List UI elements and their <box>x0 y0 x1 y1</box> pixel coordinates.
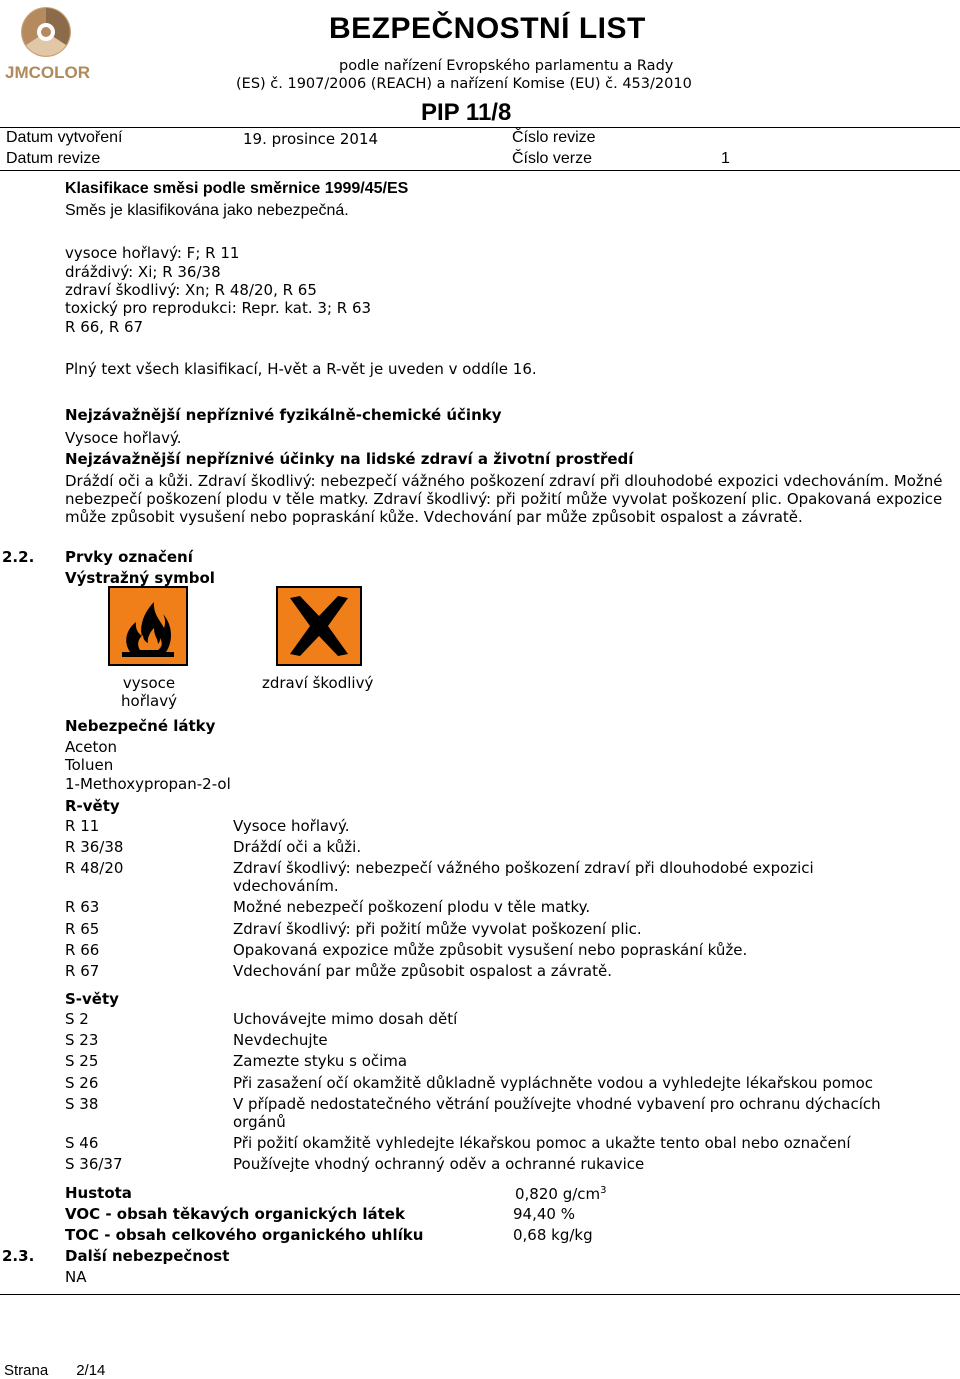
property-value: 0,820 $g/cm^3$ <box>515 1185 607 1203</box>
s-phrase-text: Používejte vhodný ochranný oděv a ochranné rukavice <box>233 1155 645 1173</box>
substance-item: Aceton <box>65 738 118 756</box>
r-phrase-code: R 36/38 <box>65 838 124 856</box>
s-phrase-text: Nevdechujte <box>233 1031 328 1049</box>
health-hazard-pictogram-label: zdraví škodlivý <box>262 674 374 692</box>
classification-line: toxický pro reprodukci: Repr. kat. 3; R 63 <box>65 299 372 317</box>
r-phrase-text: Vysoce hořlavý. <box>233 817 350 835</box>
r-phrase-code: R 66 <box>65 941 100 959</box>
date-created-value: 19. prosince 2014 <box>243 130 379 148</box>
section-2-2-number: 2.2. <box>2 548 35 566</box>
section-2-3-text: NA <box>65 1268 87 1286</box>
regulation-line-1: podle nařízení Evropského parlamentu a Rady <box>339 58 674 74</box>
s-phrase-code: S 38 <box>65 1095 99 1113</box>
s-phrase-code: S 46 <box>65 1134 99 1152</box>
version-value: 1 <box>721 150 730 167</box>
r-phrase-text: Opakovaná expozice může způsobit vysušení nebo popraskání kůže. <box>233 941 748 959</box>
property-label: VOC - obsah těkavých organických látek <box>65 1205 405 1223</box>
r-phrase-text: Dráždí oči a kůži. <box>233 838 362 856</box>
classification-line: R 66, R 67 <box>65 318 144 336</box>
property-label: TOC - obsah celkového organického uhlíku <box>65 1226 424 1244</box>
s-phrase-code: S 2 <box>65 1010 89 1028</box>
r-phrase-text: Vdechování par může způsobit ospalost a závratě. <box>233 962 612 980</box>
revision-number-label: Číslo revize <box>512 129 596 146</box>
flame-pictogram-label: vysoce hořlavý <box>121 674 177 710</box>
classification-heading: Klasifikace směsi podle směrnice 1999/45/ES <box>65 180 409 197</box>
r-phrase-code: R 48/20 <box>65 859 124 877</box>
page-number: 2/14 <box>76 1362 106 1379</box>
health-effects-heading: Nejzávažnější nepříznivé účinky na lidské zdraví a životní prostředí <box>65 450 634 468</box>
s-phrase-code: S 26 <box>65 1074 99 1092</box>
substance-item: Toluen <box>65 756 114 774</box>
classification-intro: Směs je klasifikována jako nebezpečná. <box>65 202 349 219</box>
saint-andrew-cross-pictogram <box>276 586 362 670</box>
classification-line: zdraví škodlivý: Xn; R 48/20, R 65 <box>65 281 317 299</box>
s-phrase-code: S 23 <box>65 1031 99 1049</box>
property-label: Hustota <box>65 1184 132 1202</box>
r-phrase-code: R 65 <box>65 920 100 938</box>
version-label: Číslo verze <box>512 150 593 167</box>
r-phrase-code: R 11 <box>65 817 100 835</box>
s-phrase-text: Při požití okamžitě vyhledejte lékařskou pomoc a ukažte tento obal nebo označení <box>233 1134 851 1152</box>
r-phrase-text: Zdraví škodlivý: při požití může vyvolat poškození plic. <box>233 920 642 938</box>
header-divider-bottom <box>0 170 960 171</box>
page-label: Strana <box>4 1362 49 1379</box>
s-phrase-text: V případě nedostatečného větrání používejte vhodné vybavení pro ochranu dýchacích orgánů <box>233 1095 881 1131</box>
document-title: BEZPEČNOSTNÍ LIST <box>329 12 646 45</box>
s-phrase-text: Při zasažení očí okamžitě důkladně vypláchněte vodou a vyhledejte lékařskou pomoc <box>233 1074 874 1092</box>
s-phrase-text: Zamezte styku s očima <box>233 1052 408 1070</box>
s-phrase-text: Uchovávejte mimo dosah dětí <box>233 1010 458 1028</box>
s-phrase-code: S 25 <box>65 1052 99 1070</box>
jmcolor-logo <box>2 2 98 82</box>
s-phrase-code: S 36/37 <box>65 1155 123 1173</box>
content-divider <box>0 1294 960 1295</box>
s-phrases-heading: S-věty <box>65 990 119 1008</box>
logo-wordmark: JMCOLOR <box>5 63 90 82</box>
r-phrases-heading: R-věty <box>65 797 120 815</box>
property-value: 94,40 % <box>513 1205 575 1223</box>
r-phrase-text: Možné nebezpečí poškození plodu v těle matky. <box>233 898 591 916</box>
date-created-label: Datum vytvoření <box>6 129 123 146</box>
health-effects-text: Dráždí oči a kůži. Zdraví škodlivý: nebezpečí vážného poškození zdraví při dlouhodobé expozici vdechováním. Možné nebezpečí poškození plodu v těle matky. Zdraví škodlivý: při požití může vyvolat poškození plic. Opakovaná expozice může způsobit vysušení nebo popraskání kůže. Vdechování par může způsobit ospalost a závratě. <box>65 472 943 526</box>
product-name: PIP 11/8 <box>421 99 512 126</box>
r-phrase-code: R 67 <box>65 962 100 980</box>
property-value: 0,68 kg/kg <box>513 1226 593 1244</box>
substance-item: 1-Methoxypropan-2-ol <box>65 775 231 793</box>
r-phrase-code: R 63 <box>65 898 100 916</box>
physchem-effects-heading: Nejzávažnější nepříznivé fyzikálně-chemické účinky <box>65 406 502 424</box>
property-unit-superscript: 3 <box>600 1185 607 1196</box>
section-2-2-heading: Prvky označení <box>65 548 193 566</box>
classification-line: dráždivý: Xi; R 36/38 <box>65 263 221 281</box>
section-2-3-number: 2.3. <box>2 1247 35 1265</box>
r-phrase-text: Zdraví škodlivý: nebezpečí vážného poškození zdraví při dlouhodobé expozici vdechováním. <box>233 859 814 895</box>
full-text-note: Plný text všech klasifikací, H-vět a R-vět je uveden v oddíle 16. <box>65 360 537 378</box>
flame-pictogram <box>108 586 188 670</box>
section-2-3-heading: Další nebezpečnost <box>65 1247 230 1265</box>
header-divider-top <box>0 127 960 128</box>
classification-line: vysoce hořlavý: F; R 11 <box>65 244 240 262</box>
hazardous-substances-heading: Nebezpečné látky <box>65 717 216 735</box>
warning-symbol-heading: Výstražný symbol <box>65 569 215 587</box>
physchem-effects-text: Vysoce hořlavý. <box>65 429 182 447</box>
regulation-line-2: (ES) č. 1907/2006 (REACH) a nařízení Komise (EU) č. 453/2010 <box>236 76 692 92</box>
page-footer <box>4 1362 105 1379</box>
revision-date-label: Datum revize <box>6 150 101 167</box>
